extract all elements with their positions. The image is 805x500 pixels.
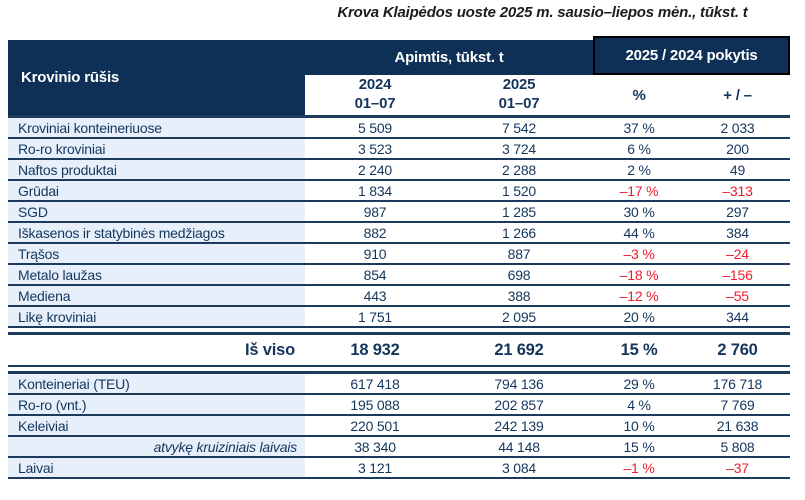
table-row bbox=[8, 117, 790, 139]
cell-2024: 617 418 bbox=[350, 375, 400, 392]
cell-cargo-type: Ro-ro (vnt.) bbox=[8, 394, 305, 415]
cell-pct: –17 % bbox=[619, 182, 659, 199]
table-row bbox=[8, 394, 790, 415]
cell-2025: 1 520 bbox=[501, 182, 537, 199]
cell-diff: 7 769 bbox=[720, 396, 755, 413]
cell-2025: 242 139 bbox=[494, 417, 544, 434]
cell-pct: 20 % bbox=[623, 308, 655, 325]
extra-rows-section bbox=[8, 373, 790, 479]
table-row bbox=[8, 138, 790, 159]
cell-diff: –37 bbox=[726, 459, 749, 476]
cell-diff: 5 808 bbox=[720, 438, 755, 455]
table-row bbox=[8, 201, 790, 222]
cell-2024: 195 088 bbox=[350, 396, 400, 413]
cell-diff: 344 bbox=[726, 308, 749, 325]
header-col-2025-months: 01–07 bbox=[498, 95, 540, 112]
cell-diff: 49 bbox=[729, 161, 746, 178]
cell-cargo-type: Ro-ro kroviniai bbox=[8, 138, 305, 159]
cell-cargo-type: Laivai bbox=[8, 457, 305, 478]
cell-2025: 3 724 bbox=[501, 140, 537, 157]
header-col-2024-year: 2024 bbox=[358, 76, 392, 94]
table-row bbox=[8, 222, 790, 243]
cell-pct: 44 % bbox=[623, 224, 655, 241]
total-row bbox=[8, 334, 790, 367]
cell-cargo-type: Kroviniai konteineriuose bbox=[8, 117, 305, 139]
cell-2025: 3 084 bbox=[501, 459, 537, 476]
header-group-row bbox=[8, 40, 790, 75]
cell-2025: 794 136 bbox=[494, 375, 544, 392]
table-row bbox=[8, 264, 790, 285]
cell-diff: 176 718 bbox=[712, 375, 763, 392]
cell-2025: 1 285 bbox=[501, 203, 537, 220]
table-header bbox=[8, 40, 790, 117]
cell-2024: 854 bbox=[363, 266, 387, 283]
cell-2024: 1 834 bbox=[357, 182, 393, 199]
cell-2024: 3 121 bbox=[357, 459, 393, 476]
cell-diff: 200 bbox=[726, 140, 749, 157]
cell-diff: –156 bbox=[722, 266, 753, 283]
cell-2025: 887 bbox=[507, 245, 531, 262]
change-group-box: 2025 / 2024 pokytis bbox=[593, 36, 790, 75]
cell-cargo-type: Mediena bbox=[8, 285, 305, 306]
header-col-pct: % bbox=[593, 75, 685, 117]
cell-diff: 384 bbox=[726, 224, 749, 241]
table-row bbox=[8, 436, 790, 457]
header-change-group bbox=[593, 40, 790, 75]
cell-total-label: Iš viso bbox=[8, 334, 305, 367]
cell-2024: 3 523 bbox=[357, 140, 393, 157]
cell-pct: –18 % bbox=[619, 266, 659, 283]
cell-total-2024: 18 932 bbox=[350, 340, 400, 359]
cell-cargo-type: Trąšos bbox=[8, 243, 305, 264]
cell-cargo-type: Keleiviai bbox=[8, 415, 305, 436]
cell-2025: 7 542 bbox=[501, 119, 537, 136]
cell-diff: 297 bbox=[726, 203, 749, 220]
cell-2024: 443 bbox=[363, 287, 387, 304]
cell-cargo-type: Iškasenos ir statybinės medžiagos bbox=[8, 222, 305, 243]
cell-diff: 2 033 bbox=[720, 119, 755, 136]
cell-pct: 15 % bbox=[623, 438, 655, 455]
header-volume-group: Apimtis, tūkst. t bbox=[305, 40, 593, 75]
cell-2024: 220 501 bbox=[350, 417, 400, 434]
cell-2024: 987 bbox=[363, 203, 387, 220]
cell-cargo-type: Metalo laužas bbox=[8, 264, 305, 285]
cell-pct: –3 % bbox=[623, 245, 655, 262]
cell-diff: –24 bbox=[726, 245, 749, 262]
cell-pct: 29 % bbox=[623, 375, 655, 392]
cell-2025: 2 095 bbox=[501, 308, 537, 325]
cell-diff: –55 bbox=[726, 287, 749, 304]
cell-2024: 38 340 bbox=[354, 438, 396, 455]
table-row bbox=[8, 243, 790, 264]
cell-total-diff: 2 760 bbox=[717, 340, 758, 359]
table-row bbox=[8, 306, 790, 327]
table-row bbox=[8, 373, 790, 395]
cell-2024: 882 bbox=[363, 224, 387, 241]
cell-pct: 2 % bbox=[627, 161, 651, 178]
main-rows-section bbox=[8, 117, 790, 328]
cell-2024: 1 751 bbox=[357, 308, 393, 325]
cell-2025: 202 857 bbox=[494, 396, 544, 413]
cell-cargo-type: Grūdai bbox=[8, 180, 305, 201]
cell-cargo-type: Konteineriai (TEU) bbox=[8, 373, 305, 395]
header-col-2025 bbox=[445, 75, 593, 117]
table-row bbox=[8, 415, 790, 436]
page-title: Krova Klaipėdos uoste 2025 m. sausio–liepos mėn., tūkst. t bbox=[337, 4, 748, 21]
cell-cargo-type: atvykę kruiziniais laivais bbox=[8, 436, 305, 457]
cell-pct: 10 % bbox=[623, 417, 655, 434]
cargo-table bbox=[8, 40, 790, 479]
cell-pct: 4 % bbox=[627, 396, 651, 413]
cell-2024: 2 240 bbox=[357, 161, 393, 178]
cell-cargo-type: SGD bbox=[8, 201, 305, 222]
cell-cargo-type: Likę kroviniai bbox=[8, 306, 305, 327]
cell-pct: 37 % bbox=[623, 119, 655, 136]
cell-pct: 30 % bbox=[623, 203, 655, 220]
cell-diff: 21 638 bbox=[716, 417, 759, 434]
header-cargo-type: Krovinio rūšis bbox=[8, 40, 305, 117]
total-section bbox=[8, 334, 790, 367]
cell-total-pct: 15 % bbox=[620, 340, 658, 359]
header-col-2024 bbox=[305, 75, 445, 117]
cell-total-2025: 21 692 bbox=[494, 340, 544, 359]
table-row bbox=[8, 180, 790, 201]
header-col-2025-year: 2025 bbox=[502, 76, 536, 94]
cell-2024: 910 bbox=[363, 245, 387, 262]
cell-pct: 6 % bbox=[627, 140, 651, 157]
cell-pct: –1 % bbox=[623, 459, 655, 476]
cell-2025: 698 bbox=[507, 266, 531, 283]
cell-2025: 2 288 bbox=[501, 161, 537, 178]
header-col-diff: + / – bbox=[685, 75, 790, 117]
cell-2025: 388 bbox=[507, 287, 531, 304]
cell-2025: 44 148 bbox=[498, 438, 540, 455]
header-col-2024-months: 01–07 bbox=[354, 95, 396, 112]
cell-pct: –12 % bbox=[619, 287, 659, 304]
table-row bbox=[8, 159, 790, 180]
table-row bbox=[8, 285, 790, 306]
cell-2025: 1 266 bbox=[501, 224, 537, 241]
cell-cargo-type: Naftos produktai bbox=[8, 159, 305, 180]
cell-diff: –313 bbox=[722, 182, 753, 199]
table-row bbox=[8, 457, 790, 478]
cell-2024: 5 509 bbox=[357, 119, 393, 136]
